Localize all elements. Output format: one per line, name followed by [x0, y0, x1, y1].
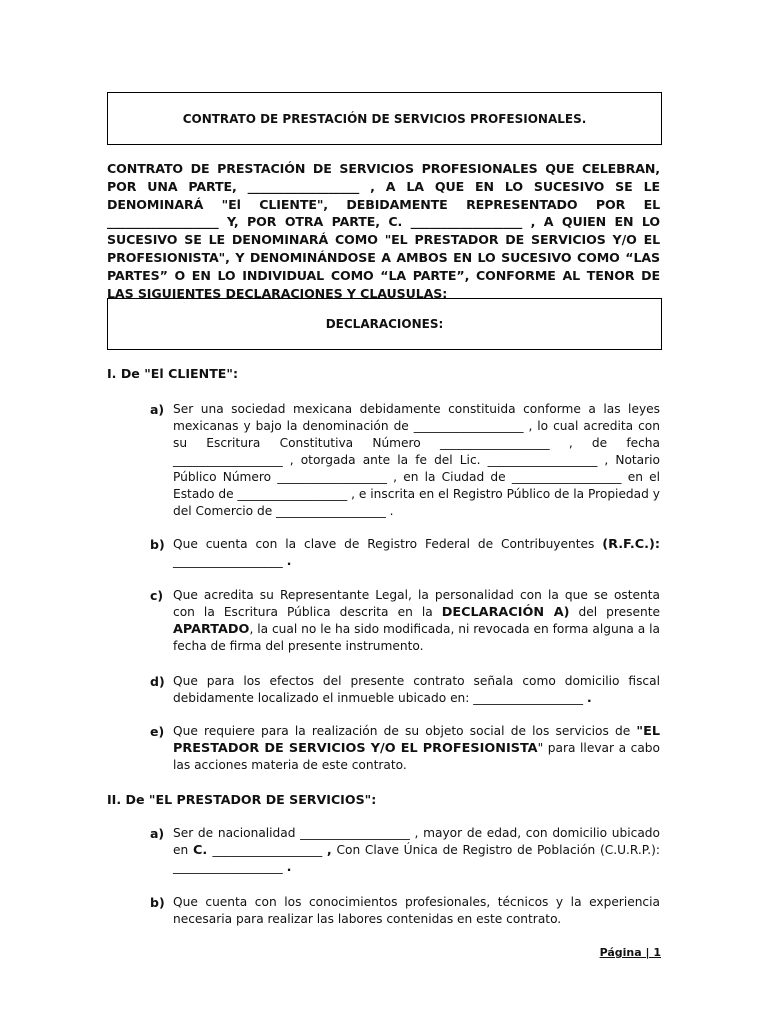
item-text-run: Que cuenta con los conocimientos profesionales, técnicos y la experiencia necesaria para realizar las labores contenidas en este contrato.	[173, 895, 660, 926]
item-text-run: Que para los efectos del presente contrato señala como domicilio fiscal debidamente localizado el inmueble ubicado en: __________________	[173, 674, 660, 705]
section-heading-cliente: I. De "El CLIENTE":	[107, 366, 238, 381]
item-label: d)	[150, 674, 165, 689]
item-text-bold: C.	[192, 843, 213, 858]
declaration-item	[150, 673, 660, 707]
item-text	[173, 536, 660, 570]
declaration-item	[150, 401, 660, 520]
item-text-bold: APARTADO	[173, 622, 250, 637]
intro-text: CONTRATO DE PRESTACIÓN DE SERVICIOS PROFESIONALES QUE CELEBRAN, POR UNA PARTE,	[107, 161, 660, 194]
item-text-run: Con Clave Única de Registro de Población (C.U.R.P.): __________________	[173, 843, 660, 874]
item-label: a)	[150, 826, 165, 841]
title-box	[107, 92, 662, 145]
item-text-run: Que acredita su Representante Legal, la personalidad con la que se ostenta con la Escritura Pública descrita en la	[173, 588, 660, 619]
intro-paragraph	[107, 160, 660, 302]
declaration-item	[150, 536, 660, 570]
item-text	[173, 894, 660, 928]
intro-text: , A LA QUE EN LO SUCESIVO SE LE DENOMINARÁ "El CLIENTE", DEBIDAMENTE REPRESENTADO POR EL	[107, 178, 660, 212]
blank-field: __________________	[410, 214, 523, 230]
item-text-bold: ,	[326, 843, 332, 858]
item-text-run: " para llevar a cabo las acciones materia de este contrato.	[173, 741, 661, 772]
item-text-run: Ser de nacionalidad __________________ , mayor de edad, con domicilio ubicado en	[173, 826, 660, 857]
item-text-bold: DECLARACIÓN A)	[441, 605, 570, 620]
item-label: c)	[150, 588, 164, 603]
item-text	[173, 587, 660, 655]
blank-field: __________________	[247, 178, 360, 194]
item-text	[173, 825, 660, 876]
item-text-run: Ser una sociedad mexicana debidamente constituida conforme a las leyes mexicanas y bajo la denominación de __________________ , lo cual acredita con su Escritura Constitutiva Número __________________ , de fecha __________________ , otorgada ante la fe del Lic. __________________ , Notario Público Número __________________ , en la Ciudad de __________________ en el Estado de __________________ , e inscrita en el Registro Público de la Propiedad y del Comercio de __________________ .	[173, 402, 660, 518]
declaration-item	[150, 723, 660, 774]
blank-field: __________________	[107, 214, 219, 230]
item-text-bold: .	[286, 860, 292, 875]
item-text-run: , la cual no le ha sido modificada, ni revocada en forma alguna a la fecha de firma del presente instrumento.	[173, 622, 660, 653]
page-number: Página | 1	[599, 946, 661, 959]
item-label: b)	[150, 537, 165, 552]
item-text-run: __________________	[173, 554, 287, 568]
item-text-bold: .	[286, 554, 292, 569]
item-text	[173, 401, 660, 520]
item-text-run: __________________	[212, 843, 327, 857]
item-text-bold: (R.F.C.):	[602, 537, 660, 552]
declaraciones-box	[107, 298, 662, 350]
item-text-run: Que cuenta con la clave de Registro Federal de Contribuyentes	[173, 537, 603, 551]
declaration-item	[150, 587, 660, 655]
item-label: a)	[150, 402, 165, 417]
item-text-run: del presente	[569, 605, 660, 619]
item-text-bold: "EL PRESTADOR DE SERVICIOS Y/O EL PROFESIONISTA	[173, 724, 660, 756]
item-text	[173, 723, 660, 774]
item-label: e)	[150, 724, 165, 739]
intro-text: Y, POR OTRA PARTE, C.	[218, 214, 411, 230]
item-text	[173, 673, 660, 707]
declaration-item	[150, 894, 660, 928]
declaraciones-heading: DECLARACIONES:	[325, 317, 444, 331]
section-heading-prestador: II. De "EL PRESTADOR DE SERVICIOS":	[107, 792, 377, 807]
intro-text: , A QUIEN EN LO SUCESIVO SE LE DENOMINARÁ COMO "EL PRESTADOR DE SERVICIOS Y/O EL PROFESIONISTA", Y DENOMINÁNDOSE A AMBOS EN LO SUCESIVO COMO “LAS PARTES” O EN LO INDIVIDUAL COMO “LA PARTE”, CONFORME AL TENOR DE LAS SIGUIENTES DECLARACIONES Y CLAUSULAS:	[107, 214, 660, 301]
item-text-run: Que requiere para la realización de su objeto social de los servicios de	[173, 724, 637, 738]
item-text-bold: .	[586, 691, 592, 706]
contract-title: CONTRATO DE PRESTACIÓN DE SERVICIOS PROFESIONALES.	[182, 111, 587, 126]
item-label: b)	[150, 895, 165, 910]
declaration-item	[150, 825, 660, 876]
